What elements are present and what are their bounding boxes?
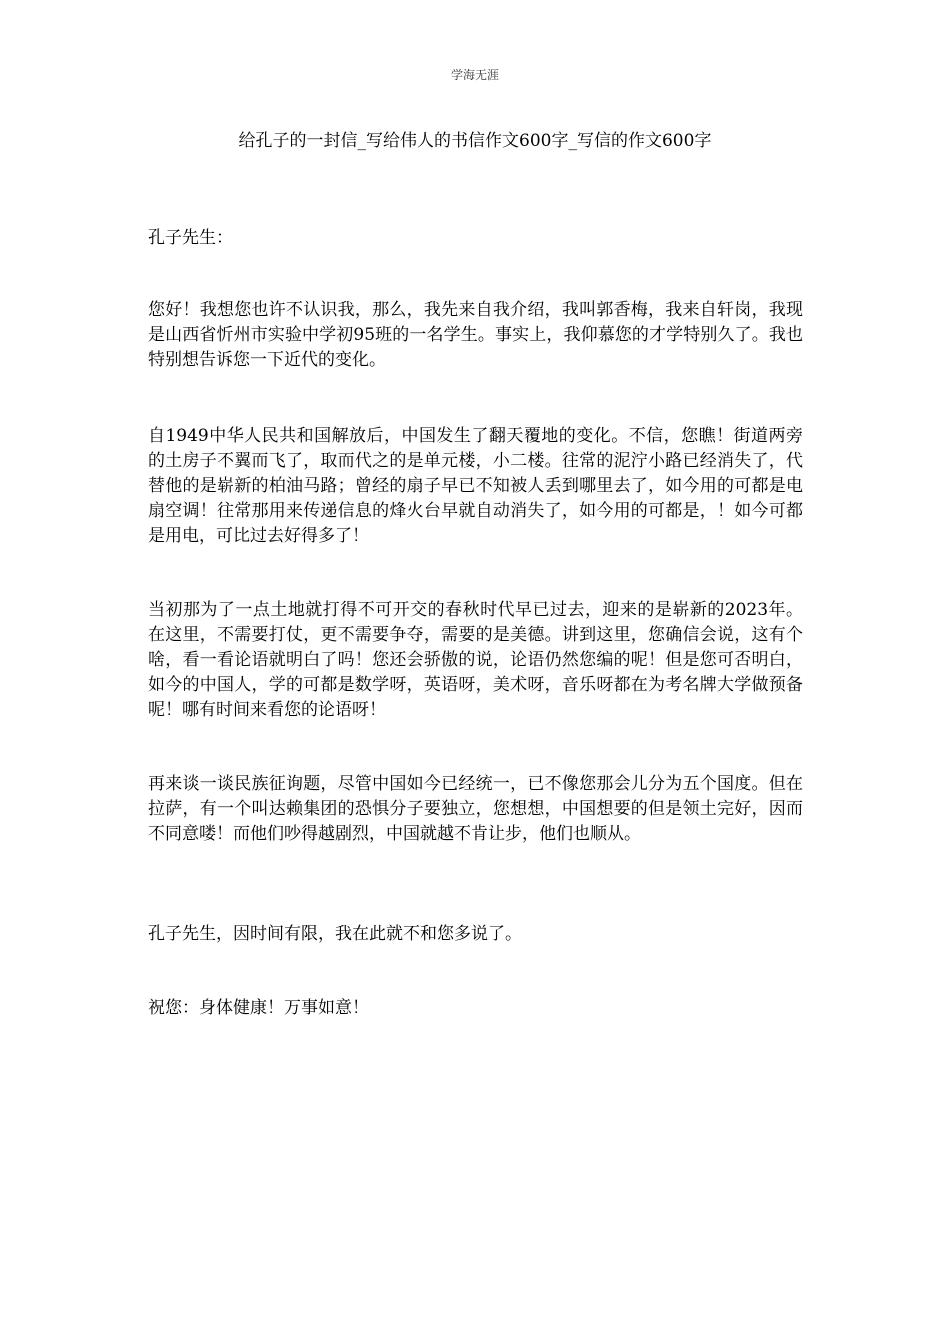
paragraph-changes: 自1949中华人民共和国解放后，中国发生了翻天覆地的变化。不信，您瞧！街道两旁的土房子不翼而飞了，取而代之的是单元楼，小二楼。往常的泥泞小路已经消失了，代替他的是崭新的柏油马路；曾经的扇子早已不知被人丢到哪里去了，如今用的可都是电扇空调！往常那用来传递信息的烽火台早就自动消失了，如今用的可都是，！如今可都是用电，可比过去好得多了！ <box>148 426 803 546</box>
document-title: 给孔子的一封信_写给伟人的书信作文600字_写信的作文600字 <box>238 131 712 151</box>
salutation: 孔子先生： <box>148 228 233 248</box>
paragraph-wishes: 祝您：身体健康！万事如意！ <box>148 998 369 1018</box>
page-header: 学海无涯 <box>450 68 499 82</box>
paragraph-introduction: 您好！我想您也许不认识我，那么，我先来自我介绍，我叫郭香梅，我来自轩岗，我现是山西省忻州市实验中学初95班的一名学生。事实上，我仰慕您的才学特别久了。我也特别想告诉您一下近代的变化。 <box>148 300 803 370</box>
paragraph-closing: 孔子先生，因时间有限，我在此就不和您多说了。 <box>148 924 522 944</box>
paragraph-era: 当初那为了一点土地就打得不可开交的春秋时代早已过去，迎来的是崭新的2023年。在这里，不需要打仗，更不需要争夺，需要的是美德。讲到这里，您确信会说，这有个啥，看一看论语就明白了吗！您还会骄傲的说，论语仍然您编的呢！但是您可否明白，如今的中国人，学的可都是数学呀，英语呀，美术呀，音乐呀都在为考名牌大学做预备呢！哪有时间来看您的论语呀！ <box>148 600 803 720</box>
paragraph-nation: 再来谈一谈民族征询题，尽管中国如今已经统一，已不像您那会儿分为五个国度。但在拉萨，有一个叫达赖集团的恐惧分子要独立，您想想，中国想要的但是领土完好，因而不同意喽！而他们吵得越剧烈，中国就越不肯让步，他们也顺从。 <box>148 774 803 844</box>
